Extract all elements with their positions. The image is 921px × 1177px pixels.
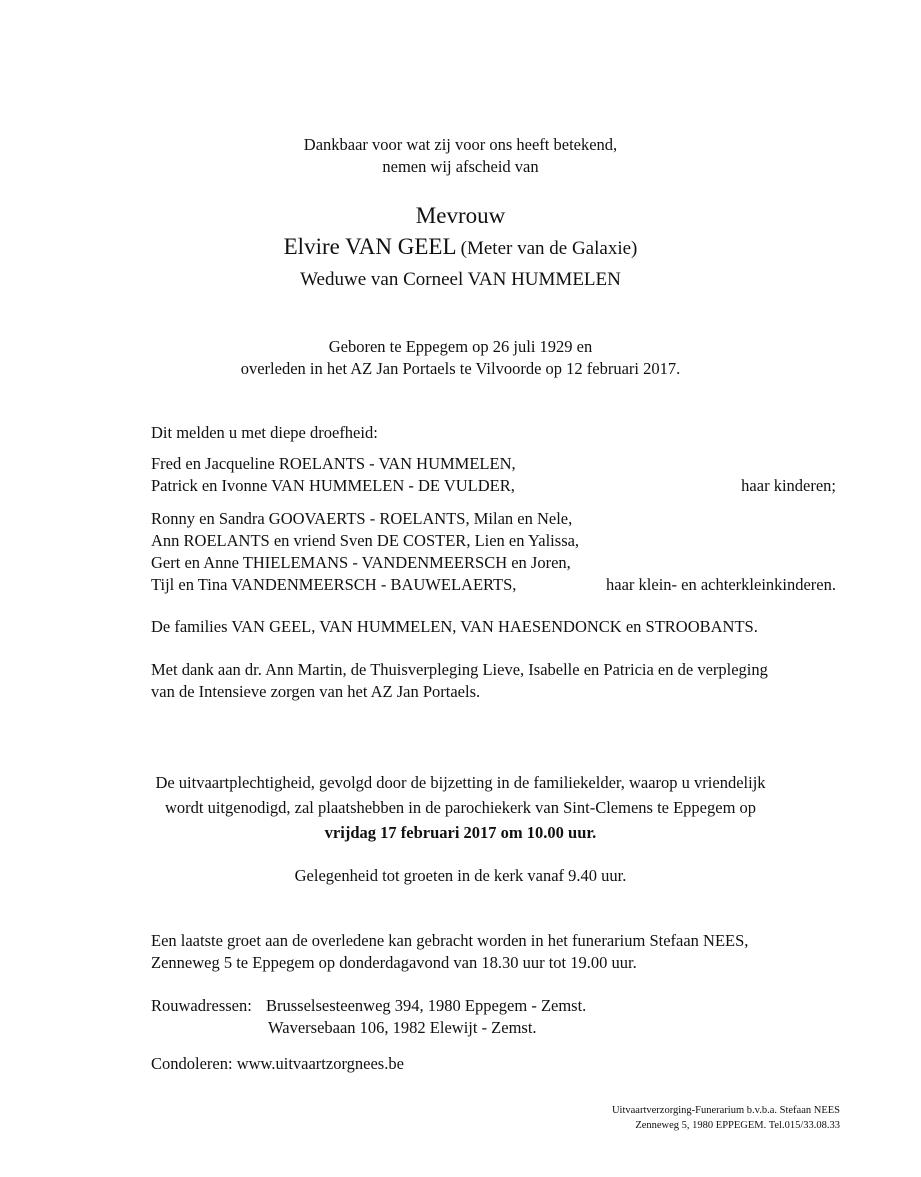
ceremony-line-2: wordt uitgenodigd, zal plaatshebben in de parochiekerk van Sint-Clemens te Eppegem op (164, 798, 757, 817)
grandchild-line: Ronny en Sandra GOOVAERTS - ROELANTS, Milan en Nele, (151, 509, 573, 528)
grandchild-line: Ann ROELANTS en vriend Sven DE COSTER, Lien en Yalissa, (151, 531, 580, 550)
condolences-line: Condoleren: www.uitvaartzorgnees.be (151, 1054, 404, 1073)
last-greeting-line-2: Zenneweg 5 te Eppegem op donderdagavond van 18.30 uur tot 19.00 uur. (151, 953, 637, 972)
last-greeting-line-1: Een laatste groet aan de overledene kan gebracht worden in het funerarium Stefaan NEES, (151, 931, 749, 950)
greeting-line: Gelegenheid tot groeten in de kerk vanaf 9.40 uur. (294, 866, 627, 885)
deceased-name: Elvire VAN GEEL (283, 234, 457, 259)
announcement: Dit melden u met diepe droefheid: (151, 423, 378, 442)
grandchild-line: Gert en Anne THIELEMANS - VANDENMEERSCH en Joren, (151, 553, 571, 572)
grandchildren-role: haar klein- en achterkleinkinderen. (606, 575, 836, 594)
ceremony-line-1: De uitvaartplechtigheid, gevolgd door de bijzetting in de familiekelder, waarop u vriendelijk (155, 773, 766, 792)
deceased-nickname: (Meter van de Galaxie) (460, 238, 638, 259)
thanks-line-1: Met dank aan dr. Ann Martin, de Thuisverpleging Lieve, Isabelle en Patricia en de verpleging (151, 660, 768, 679)
footer (612, 1103, 840, 1133)
families-line: De families VAN GEEL, VAN HUMMELEN, VAN HAESENDONCK en STROOBANTS. (151, 617, 758, 636)
child-line: Patrick en Ivonne VAN HUMMELEN - DE VULDER, (151, 476, 515, 495)
intro-line-2: nemen wij afscheid van (382, 157, 539, 176)
address-2: Waversebaan 106, 1982 Elewijt - Zemst. (268, 1018, 537, 1037)
address-1: Brusselsesteenweg 394, 1980 Eppegem - Zemst. (266, 996, 587, 1015)
grandchild-line: Tijl en Tina VANDENMEERSCH - BAUWELAERTS, (151, 575, 517, 594)
ceremony-date: vrijdag 17 februari 2017 om 10.00 uur. (324, 823, 597, 842)
death-line: overleden in het AZ Jan Portaels te Vilvoorde op 12 februari 2017. (240, 359, 681, 378)
footer-line-2: Zenneweg 5, 1980 EPPEGEM. Tel.015/33.08.33 (635, 1120, 840, 1131)
children-role: haar kinderen; (741, 476, 836, 495)
deceased-name-line (0, 234, 921, 260)
intro-line-1: Dankbaar voor wat zij voor ons heeft betekend, (303, 135, 618, 154)
footer-line-1: Uitvaartverzorging-Funerarium b.v.b.a. Stefaan NEES (611, 1105, 840, 1116)
child-line: Fred en Jacqueline ROELANTS - VAN HUMMELEN, (151, 454, 516, 473)
deceased-title: Mevrouw (415, 203, 506, 228)
addresses-label: Rouwadressen: (151, 996, 252, 1015)
thanks-line-2: van de Intensieve zorgen van het AZ Jan Portaels. (151, 682, 481, 701)
widow-of: Weduwe van Corneel VAN HUMMELEN (300, 269, 621, 290)
birth-line: Geboren te Eppegem op 26 juli 1929 en (328, 337, 593, 356)
